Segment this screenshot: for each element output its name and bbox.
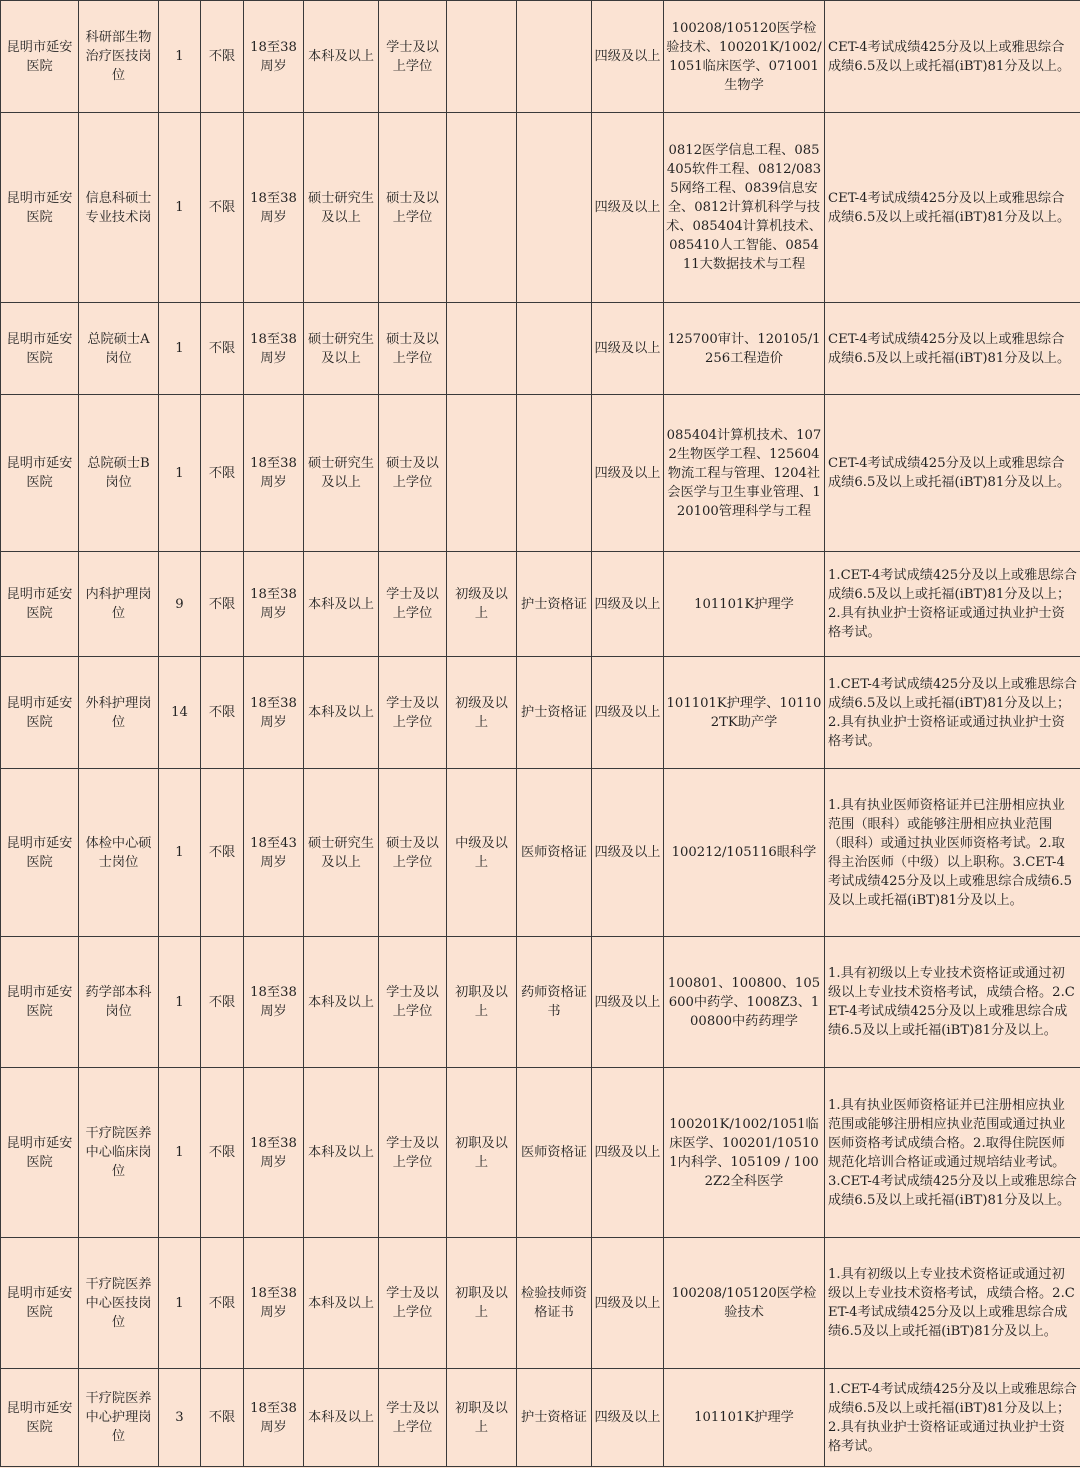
major-cell: 100801、100800、105600中药学、1008Z3、100800中药药理学 [664, 937, 825, 1068]
title-cell: 初级及以上 [447, 657, 517, 769]
age-cell: 18至38周岁 [244, 1369, 304, 1467]
english-cell: 四级及以上 [592, 552, 664, 657]
major-cell: 125700审计、120105/1256工程造价 [664, 303, 825, 395]
table-row [1, 657, 1080, 769]
position-cell: 外科护理岗位 [79, 657, 159, 769]
title-cell: 初职及以上 [447, 1068, 517, 1238]
title-cell [447, 113, 517, 303]
position-cell: 总院硕士A岗位 [79, 303, 159, 395]
table-body [1, 1, 1080, 1467]
gender-cell: 不限 [201, 937, 244, 1068]
age-cell: 18至38周岁 [244, 1238, 304, 1369]
requirements-cell: 1.CET-4考试成绩425分及以上或雅思综合成绩6.5及以上或托福(iBT)81分及以上；2.具有执业护士资格证或通过执业护士资格考试。 [825, 1369, 1080, 1467]
age-cell: 18至38周岁 [244, 1068, 304, 1238]
english-cell: 四级及以上 [592, 395, 664, 552]
count-cell: 1 [159, 937, 201, 1068]
table-row [1, 303, 1080, 395]
count-cell: 1 [159, 113, 201, 303]
degree-cell: 学士及以上学位 [379, 1238, 447, 1369]
degree-cell: 学士及以上学位 [379, 657, 447, 769]
unit-cell: 昆明市延安医院 [1, 657, 79, 769]
table-row [1, 1369, 1080, 1467]
position-cell: 干疗院医养中心临床岗位 [79, 1068, 159, 1238]
degree-cell: 硕士及以上学位 [379, 769, 447, 937]
requirements-cell: 1.CET-4考试成绩425分及以上或雅思综合成绩6.5及以上或托福(iBT)81分及以上；2.具有执业护士资格证或通过执业护士资格考试。 [825, 552, 1080, 657]
requirements-cell: CET-4考试成绩425分及以上或雅思综合成绩6.5及以上或托福(iBT)81分及以上。 [825, 1, 1080, 113]
certificate-cell [517, 303, 592, 395]
title-cell: 初职及以上 [447, 1369, 517, 1467]
age-cell: 18至38周岁 [244, 303, 304, 395]
gender-cell: 不限 [201, 1369, 244, 1467]
requirements-cell: CET-4考试成绩425分及以上或雅思综合成绩6.5及以上或托福(iBT)81分及以上。 [825, 303, 1080, 395]
unit-cell: 昆明市延安医院 [1, 1068, 79, 1238]
requirements-cell: 1.具有初级以上专业技术资格证或通过初级以上专业技术资格考试，成绩合格。2.CET-4考试成绩425分及以上或雅思综合成绩6.5及以上或托福(iBT)81分及以上。 [825, 937, 1080, 1068]
table-row [1, 395, 1080, 552]
title-cell: 初职及以上 [447, 937, 517, 1068]
major-cell: 100208/105120医学检验技术、100201K/1002/1051临床医学、071001生物学 [664, 1, 825, 113]
position-cell: 干疗院医养中心医技岗位 [79, 1238, 159, 1369]
age-cell: 18至38周岁 [244, 657, 304, 769]
table-row [1, 1, 1080, 113]
unit-cell: 昆明市延安医院 [1, 113, 79, 303]
position-cell: 信息科硕士专业技术岗 [79, 113, 159, 303]
english-cell: 四级及以上 [592, 657, 664, 769]
title-cell: 初职及以上 [447, 1238, 517, 1369]
table-row [1, 1068, 1080, 1238]
education-cell: 本科及以上 [304, 1238, 379, 1369]
certificate-cell [517, 113, 592, 303]
certificate-cell: 检验技师资格证书 [517, 1238, 592, 1369]
education-cell: 硕士研究生及以上 [304, 395, 379, 552]
major-cell: 100212/105116眼科学 [664, 769, 825, 937]
age-cell: 18至38周岁 [244, 552, 304, 657]
english-cell: 四级及以上 [592, 1238, 664, 1369]
education-cell: 本科及以上 [304, 1068, 379, 1238]
table-row [1, 113, 1080, 303]
english-cell: 四级及以上 [592, 937, 664, 1068]
position-cell: 科研部生物治疗医技岗位 [79, 1, 159, 113]
count-cell: 1 [159, 1068, 201, 1238]
requirements-cell: 1.CET-4考试成绩425分及以上或雅思综合成绩6.5及以上或托福(iBT)81分及以上；2.具有执业护士资格证或通过执业护士资格考试。 [825, 657, 1080, 769]
major-cell: 101101K护理学、101102TK助产学 [664, 657, 825, 769]
count-cell: 1 [159, 395, 201, 552]
position-cell: 干疗院医养中心护理岗位 [79, 1369, 159, 1467]
degree-cell: 学士及以上学位 [379, 552, 447, 657]
age-cell: 18至38周岁 [244, 1, 304, 113]
gender-cell: 不限 [201, 395, 244, 552]
degree-cell: 学士及以上学位 [379, 937, 447, 1068]
count-cell: 14 [159, 657, 201, 769]
position-cell: 药学部本科岗位 [79, 937, 159, 1068]
unit-cell: 昆明市延安医院 [1, 395, 79, 552]
count-cell: 1 [159, 303, 201, 395]
position-cell: 总院硕士B岗位 [79, 395, 159, 552]
count-cell: 1 [159, 1238, 201, 1369]
unit-cell: 昆明市延安医院 [1, 1, 79, 113]
education-cell: 本科及以上 [304, 937, 379, 1068]
major-cell: 101101K护理学 [664, 552, 825, 657]
count-cell: 1 [159, 1, 201, 113]
english-cell: 四级及以上 [592, 769, 664, 937]
major-cell: 0812医学信息工程、085405软件工程、0812/0835网络工程、0839信息安全、0812计算机科学与技术、085404计算机技术、085410人工智能、085411大数据技术与工程 [664, 113, 825, 303]
unit-cell: 昆明市延安医院 [1, 937, 79, 1068]
age-cell: 18至38周岁 [244, 113, 304, 303]
age-cell: 18至38周岁 [244, 395, 304, 552]
degree-cell: 硕士及以上学位 [379, 303, 447, 395]
unit-cell: 昆明市延安医院 [1, 1369, 79, 1467]
english-cell: 四级及以上 [592, 1068, 664, 1238]
position-cell: 内科护理岗位 [79, 552, 159, 657]
certificate-cell: 医师资格证 [517, 1068, 592, 1238]
education-cell: 本科及以上 [304, 657, 379, 769]
requirements-cell: 1.具有初级以上专业技术资格证或通过初级以上专业技术资格考试，成绩合格。2.CET-4考试成绩425分及以上或雅思综合成绩6.5及以上或托福(iBT)81分及以上。 [825, 1238, 1080, 1369]
gender-cell: 不限 [201, 657, 244, 769]
gender-cell: 不限 [201, 303, 244, 395]
degree-cell: 学士及以上学位 [379, 1068, 447, 1238]
degree-cell: 硕士及以上学位 [379, 395, 447, 552]
count-cell: 9 [159, 552, 201, 657]
unit-cell: 昆明市延安医院 [1, 1238, 79, 1369]
gender-cell: 不限 [201, 769, 244, 937]
english-cell: 四级及以上 [592, 113, 664, 303]
table-row [1, 769, 1080, 937]
certificate-cell: 护士资格证 [517, 552, 592, 657]
requirements-cell: 1.具有执业医师资格证并已注册相应执业范围或能够注册相应执业范围或通过执业医师资格考试成绩合格。2.取得住院医师规范化培训合格证或通过规培结业考试。3.CET-4考试成绩425分及以上或雅思综合成绩6.5及以上或托福(iBT)81分及以上。 [825, 1068, 1080, 1238]
certificate-cell: 药师资格证书 [517, 937, 592, 1068]
table-row [1, 937, 1080, 1068]
age-cell: 18至38周岁 [244, 937, 304, 1068]
title-cell [447, 395, 517, 552]
gender-cell: 不限 [201, 113, 244, 303]
requirements-cell: 1.具有执业医师资格证并已注册相应执业范围（眼科）或能够注册相应执业范围（眼科）或通过执业医师资格考试。2.取得主治医师（中级）以上职称。3.CET-4考试成绩425分及以上或雅思综合成绩6.5及以上或托福(iBT)81分及以上。 [825, 769, 1080, 937]
unit-cell: 昆明市延安医院 [1, 303, 79, 395]
major-cell: 100208/105120医学检验技术 [664, 1238, 825, 1369]
degree-cell: 学士及以上学位 [379, 1369, 447, 1467]
degree-cell: 硕士及以上学位 [379, 113, 447, 303]
education-cell: 本科及以上 [304, 1369, 379, 1467]
english-cell: 四级及以上 [592, 1369, 664, 1467]
title-cell [447, 1, 517, 113]
title-cell: 初级及以上 [447, 552, 517, 657]
certificate-cell [517, 395, 592, 552]
education-cell: 本科及以上 [304, 1, 379, 113]
title-cell: 中级及以上 [447, 769, 517, 937]
gender-cell: 不限 [201, 1068, 244, 1238]
unit-cell: 昆明市延安医院 [1, 552, 79, 657]
unit-cell: 昆明市延安医院 [1, 769, 79, 937]
education-cell: 硕士研究生及以上 [304, 113, 379, 303]
table-row [1, 552, 1080, 657]
count-cell: 3 [159, 1369, 201, 1467]
major-cell: 100201K/1002/1051临床医学、100201/105101内科学、105109 / 1002Z2全科医学 [664, 1068, 825, 1238]
gender-cell: 不限 [201, 552, 244, 657]
education-cell: 本科及以上 [304, 552, 379, 657]
title-cell [447, 303, 517, 395]
certificate-cell [517, 1, 592, 113]
certificate-cell: 护士资格证 [517, 1369, 592, 1467]
position-cell: 体检中心硕士岗位 [79, 769, 159, 937]
requirements-cell: CET-4考试成绩425分及以上或雅思综合成绩6.5及以上或托福(iBT)81分及以上。 [825, 113, 1080, 303]
table-row [1, 1238, 1080, 1369]
certificate-cell: 医师资格证 [517, 769, 592, 937]
count-cell: 1 [159, 769, 201, 937]
age-cell: 18至43周岁 [244, 769, 304, 937]
major-cell: 101101K护理学 [664, 1369, 825, 1467]
certificate-cell: 护士资格证 [517, 657, 592, 769]
degree-cell: 学士及以上学位 [379, 1, 447, 113]
english-cell: 四级及以上 [592, 303, 664, 395]
major-cell: 085404计算机技术、1072生物医学工程、125604物流工程与管理、1204社会医学与卫生事业管理、120100管理科学与工程 [664, 395, 825, 552]
gender-cell: 不限 [201, 1238, 244, 1369]
gender-cell: 不限 [201, 1, 244, 113]
education-cell: 硕士研究生及以上 [304, 769, 379, 937]
english-cell: 四级及以上 [592, 1, 664, 113]
education-cell: 硕士研究生及以上 [304, 303, 379, 395]
requirements-cell: CET-4考试成绩425分及以上或雅思综合成绩6.5及以上或托福(iBT)81分及以上。 [825, 395, 1080, 552]
